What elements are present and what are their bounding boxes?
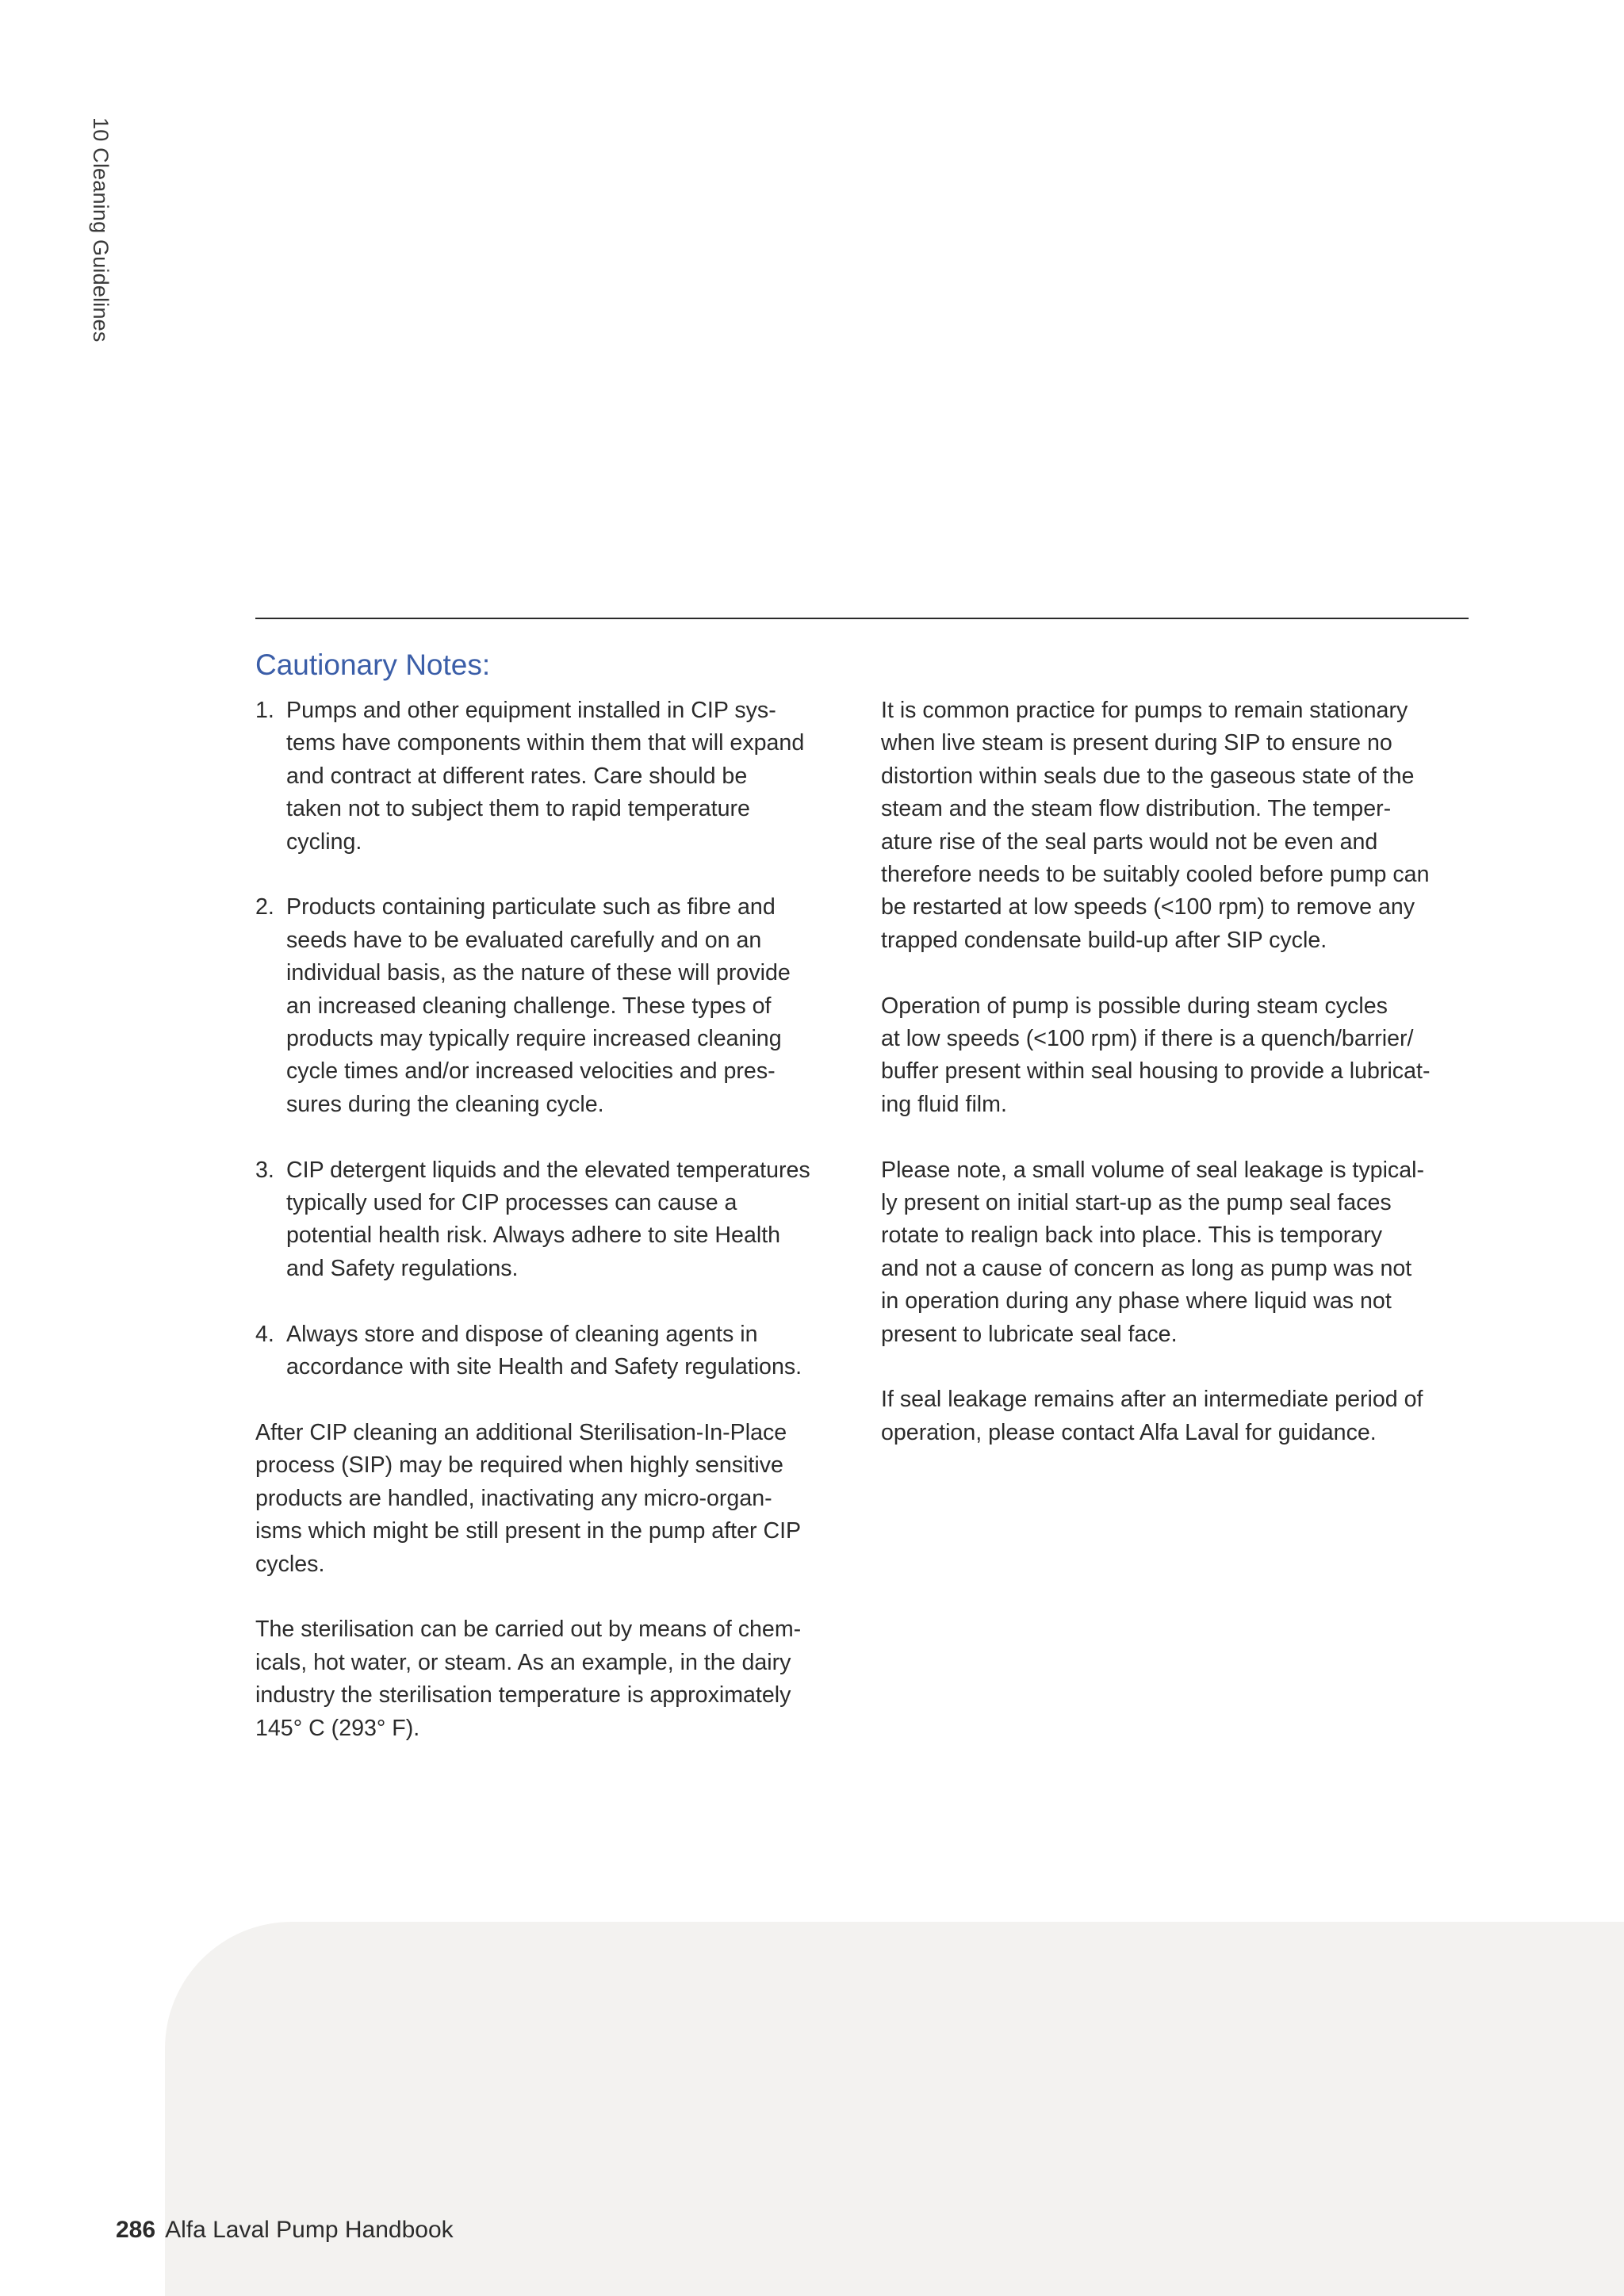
- text-line: tems have components within them that will expand: [286, 730, 805, 756]
- right-column: [881, 695, 1472, 1483]
- item-number: 1.: [255, 698, 274, 723]
- sterilisation-paragraph: [255, 1613, 846, 1745]
- text-line: present to lubricate seal face.: [881, 1321, 1178, 1347]
- text-line: when live steam is present during SIP to ensure no: [881, 730, 1392, 756]
- text-line: isms which might be still present in the pump after CIP: [255, 1518, 802, 1544]
- text-line: 145° C (293° F).: [255, 1715, 420, 1741]
- item-number: 3.: [255, 1157, 274, 1183]
- text-line: Operation of pump is possible during steam cycles: [881, 993, 1388, 1019]
- text-line: steam and the steam flow distribution. The temper-: [881, 796, 1392, 822]
- text-line: buffer present within seal housing to provide a lubricat-: [881, 1058, 1431, 1085]
- text-line: ly present on initial start-up as the pump seal faces: [881, 1190, 1392, 1216]
- text-line: ature rise of the seal parts would not be even and: [881, 828, 1378, 855]
- page-number: 286: [116, 2217, 156, 2243]
- item-text: [286, 695, 846, 859]
- text-line: rotate to realign back into place. This is temporary: [881, 1223, 1383, 1249]
- text-line: and Safety regulations.: [286, 1255, 519, 1281]
- text-line: therefore needs to be suitably cooled before pump can: [881, 862, 1430, 888]
- item-number: 4.: [255, 1321, 274, 1347]
- text-line: cycles.: [255, 1551, 325, 1577]
- text-line: process (SIP) may be required when highly sensitive: [255, 1452, 783, 1479]
- text-line: distortion within seals due to the gaseous state of the: [881, 763, 1415, 789]
- cautionary-notes-heading: Cautionary Notes:: [255, 649, 491, 681]
- stationary-pump-paragraph: [881, 695, 1472, 957]
- numbered-item: [255, 891, 846, 1121]
- text-line: operation, please contact Alfa Laval for guidance.: [881, 1419, 1377, 1445]
- text-line: The sterilisation can be carried out by means of chem-: [255, 1617, 802, 1643]
- item-text: [286, 1318, 846, 1384]
- publication-title: Alfa Laval Pump Handbook: [165, 2217, 454, 2243]
- item-number: 2.: [255, 894, 274, 920]
- chapter-side-tab: 10 Cleaning Guidelines: [89, 117, 113, 342]
- text-line: potential health risk. Always adhere to site Health: [286, 1223, 781, 1249]
- item-text: [286, 1154, 846, 1286]
- text-line: If seal leakage remains after an intermediate period of: [881, 1387, 1423, 1413]
- text-line: Please note, a small volume of seal leakage is typical-: [881, 1157, 1425, 1183]
- numbered-item: [255, 1154, 846, 1286]
- text-line: trapped condensate build-up after SIP cycle.: [881, 927, 1327, 953]
- text-line: at low speeds (<100 rpm) if there is a quench/barrier/: [881, 1026, 1414, 1052]
- text-line: and not a cause of concern as long as pump was not: [881, 1255, 1412, 1281]
- text-line: accordance with site Health and Safety regulations.: [286, 1354, 802, 1380]
- text-line: seeds have to be evaluated carefully and on an: [286, 927, 762, 953]
- text-line: sures during the cleaning cycle.: [286, 1091, 604, 1117]
- text-line: an increased cleaning challenge. These types of: [286, 993, 772, 1019]
- text-line: CIP detergent liquids and the elevated temperatures: [286, 1157, 810, 1183]
- contact-paragraph: [881, 1383, 1472, 1449]
- numbered-item: [255, 695, 846, 859]
- text-line: Products containing particulate such as fibre and: [286, 894, 776, 920]
- item-text: [286, 891, 846, 1121]
- text-line: ing fluid film.: [881, 1091, 1007, 1117]
- text-line: cycling.: [286, 828, 362, 855]
- numbered-item: [255, 1318, 846, 1384]
- text-line: icals, hot water, or steam. As an example, in the dairy: [255, 1649, 791, 1675]
- text-line: and contract at different rates. Care should be: [286, 763, 748, 789]
- text-line: cycle times and/or increased velocities and pres-: [286, 1058, 776, 1085]
- text-line: After CIP cleaning an additional Sterilisation-In-Place: [255, 1419, 787, 1445]
- text-line: industry the sterilisation temperature is approximately: [255, 1682, 791, 1709]
- text-line: individual basis, as the nature of these will provide: [286, 960, 791, 986]
- text-line: products may typically require increased cleaning: [286, 1026, 782, 1052]
- text-line: taken not to subject them to rapid temperature: [286, 796, 750, 822]
- left-column: [255, 695, 846, 1777]
- text-line: typically used for CIP processes can cause a: [286, 1190, 737, 1216]
- text-line: be restarted at low speeds (<100 rpm) to remove any: [881, 894, 1415, 920]
- sip-paragraph: [255, 1417, 846, 1581]
- seal-leakage-paragraph: [881, 1154, 1472, 1351]
- text-line: in operation during any phase where liquid was not: [881, 1288, 1392, 1314]
- text-line: Always store and dispose of cleaning agents in: [286, 1321, 758, 1347]
- text-line: Pumps and other equipment installed in CIP sys-: [286, 698, 776, 723]
- text-line: It is common practice for pumps to remain stationary: [881, 698, 1408, 723]
- page-footer: [116, 2217, 454, 2244]
- text-line: products are handled, inactivating any micro-organ-: [255, 1485, 772, 1511]
- steam-cycle-paragraph: [881, 990, 1472, 1122]
- section-divider: [255, 618, 1469, 619]
